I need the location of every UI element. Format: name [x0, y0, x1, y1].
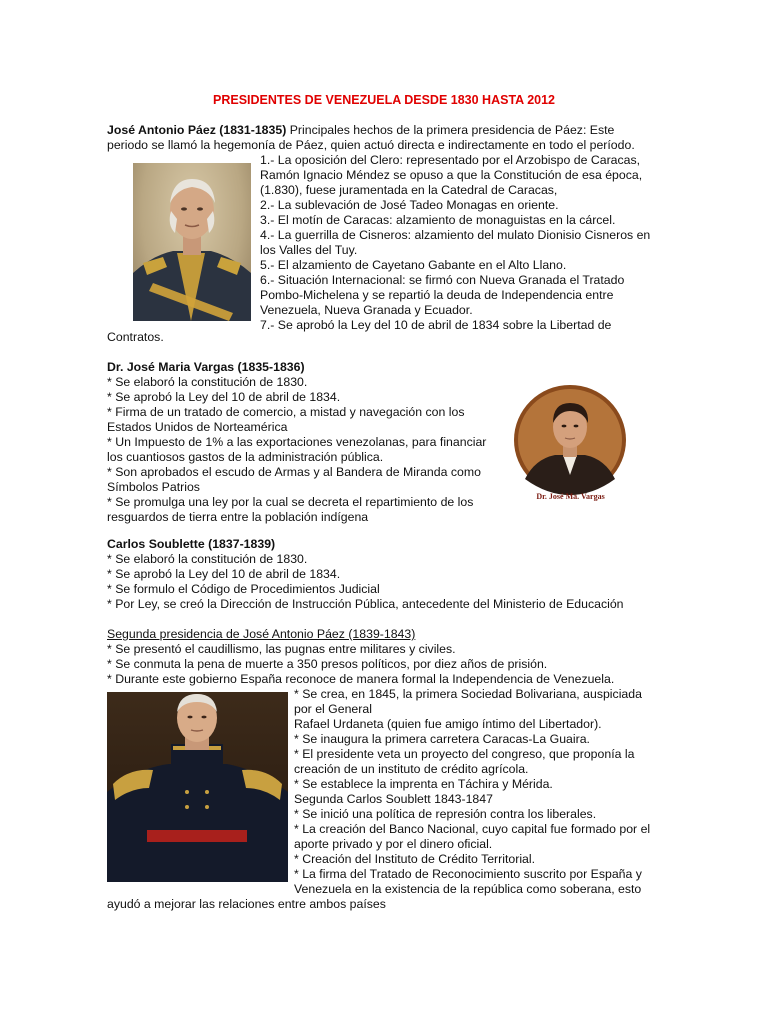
- soublette-line: * Por Ley, se creó la Dirección de Instrucción Pública, antecedente del Ministerio de Educación: [107, 597, 624, 611]
- paez2-right-line: aporte privado y por el dinero oficial.: [294, 837, 493, 851]
- soublette-section: [107, 537, 667, 612]
- paez2-line: * Durante este gobierno España reconoce de manera formal la Independencia de Venezuela.: [107, 672, 615, 686]
- vargas-line: Estados Unidos de Norteamérica: [107, 420, 288, 434]
- paez2-right-line: * Se inició una política de represión contra los liberales.: [294, 807, 597, 821]
- vargas-line: * Se promulga una ley por la cual se decreta el repartimiento de los: [107, 495, 474, 509]
- paez1-item: 5.- El alzamiento de Cayetano Gabante en el Alto Llano.: [260, 258, 567, 272]
- paez2-right-line: * La creación del Banco Nacional, cuyo capital fue formado por el: [294, 822, 651, 836]
- vargas-line: * Firma de un tratado de comercio, a mistad y navegación con los: [107, 405, 465, 419]
- soublette-line: * Se elaboró la constitución de 1830.: [107, 552, 308, 566]
- paez2-right-line: * Creación del Instituto de Crédito Territorial.: [294, 852, 536, 866]
- paez1-item: Ramón Ignacio Méndez se opuso a que la Constitución de esa época,: [260, 168, 643, 182]
- paez-portrait-figure: [133, 163, 251, 321]
- vargas-line: * Se elaboró la constitución de 1830.: [107, 375, 308, 389]
- vargas-section: [107, 360, 507, 525]
- paez2-line: * Se conmuta la pena de muerte a 350 presos políticos, por diez años de prisión.: [107, 657, 548, 671]
- paez1-item: Pombo-Michelena y se repartió la deuda de Independencia entre: [260, 288, 614, 302]
- vargas-line: * Se aprobó la Ley del 10 de abril de 1834.: [107, 390, 341, 404]
- paez2-heading: Segunda presidencia de José Antonio Páez (1839-1843): [107, 627, 416, 641]
- paez2-right-line: * Se crea, en 1845, la primera Sociedad Bolivariana, auspiciada: [294, 687, 642, 701]
- soublette-heading: Carlos Soublette (1837-1839): [107, 537, 276, 551]
- paez2-right-line: * Se establece la imprenta en Táchira y Mérida.: [294, 777, 553, 791]
- vargas-heading: Dr. José Maria Vargas (1835-1836): [107, 360, 305, 374]
- vargas-caption: Dr. José Ma. Vargas: [536, 492, 605, 501]
- vargas-line: * Son aprobados el escudo de Armas y al Bandera de Miranda como: [107, 465, 481, 479]
- paez1-item: (1.830), fuese juramentada en la Catedral de Caracas,: [260, 183, 558, 197]
- page-title: PRESIDENTES DE VENEZUELA DESDE 1830 HASTA 2012: [213, 93, 555, 107]
- paez2-right-line: por el General: [294, 702, 372, 716]
- paez2-right-line: Segunda Carlos Soublett 1843-1847: [294, 792, 493, 806]
- paez2-right-line: creación de un instituto de crédito agrícola.: [294, 762, 529, 776]
- paez1-item: los Valles del Tuy.: [260, 243, 358, 257]
- vargas-line: Símbolos Patrios: [107, 480, 200, 494]
- vargas-line: los cuantiosos gastos de la administración pública.: [107, 450, 384, 464]
- paez2-line: * Se presentó el caudillismo, las pugnas entre militares y civiles.: [107, 642, 456, 656]
- vargas-line: resguardos de tierra entre la población indígena: [107, 510, 369, 524]
- paez1-intro-2: periodo se llamó la hegemonía de Páez, quien actuó directa e indirectamente en todo el período.: [107, 138, 635, 152]
- paez1-item: 1.- La oposición del Clero: representado por el Arzobispo de Caracas,: [260, 153, 641, 167]
- paez1-last: Contratos.: [107, 330, 164, 344]
- paez1-items: [260, 153, 660, 333]
- paez1-intro: [107, 123, 660, 153]
- paez1-item: Venezuela, Nueva Granada y Ecuador.: [260, 303, 473, 317]
- paez1-item: 3.- El motín de Caracas: alzamiento de monaguistas en la cárcel.: [260, 213, 616, 227]
- paez1-item: 6.- Situación Internacional: se firmó con Nueva Granada el Tratado: [260, 273, 625, 287]
- paez1-item: 4.- La guerrilla de Cisneros: alzamiento del mulato Dionisio Cisneros en: [260, 228, 651, 242]
- soublette-line: * Se formulo el Código de Procedimientos Judicial: [107, 582, 380, 596]
- paez1-item: 7.- Se aprobó la Ley del 10 de abril de 1834 sobre la Libertad de: [260, 318, 612, 332]
- paez-second-portrait: [107, 692, 288, 882]
- paez2-right-line: Venezuela en la existencia de la república como soberana, esto: [294, 882, 642, 896]
- paez1-intro-1: Principales hechos de la primera presidencia de Páez: Este: [286, 123, 615, 137]
- paez2-right-line: * El presidente veta un proyecto del congreso, que proponía la: [294, 747, 635, 761]
- paez2-section: [107, 627, 667, 687]
- soublette-line: * Se aprobó la Ley del 10 de abril de 1834.: [107, 567, 341, 581]
- paez2-last: ayudó a mejorar las relaciones entre ambos países: [107, 897, 386, 911]
- vargas-portrait-figure: [513, 383, 628, 503]
- paez2-right-line: * La firma del Tratado de Reconocimiento suscrito por España y: [294, 867, 642, 881]
- vargas-portrait: [513, 383, 628, 503]
- paez2-right-line: * Se inaugura la primera carretera Caracas-La Guaira.: [294, 732, 590, 746]
- paez-second-portrait-figure: [107, 692, 288, 882]
- paez2-right: [294, 687, 674, 897]
- paez1-heading: José Antonio Páez (1831-1835): [107, 123, 287, 137]
- paez-portrait: [133, 163, 251, 321]
- vargas-line: * Un Impuesto de 1% a las exportaciones venezolanas, para financiar: [107, 435, 487, 449]
- paez1-item: 2.- La sublevación de José Tadeo Monagas en oriente.: [260, 198, 559, 212]
- paez2-right-line: Rafael Urdaneta (quien fue amigo íntimo del Libertador).: [294, 717, 602, 731]
